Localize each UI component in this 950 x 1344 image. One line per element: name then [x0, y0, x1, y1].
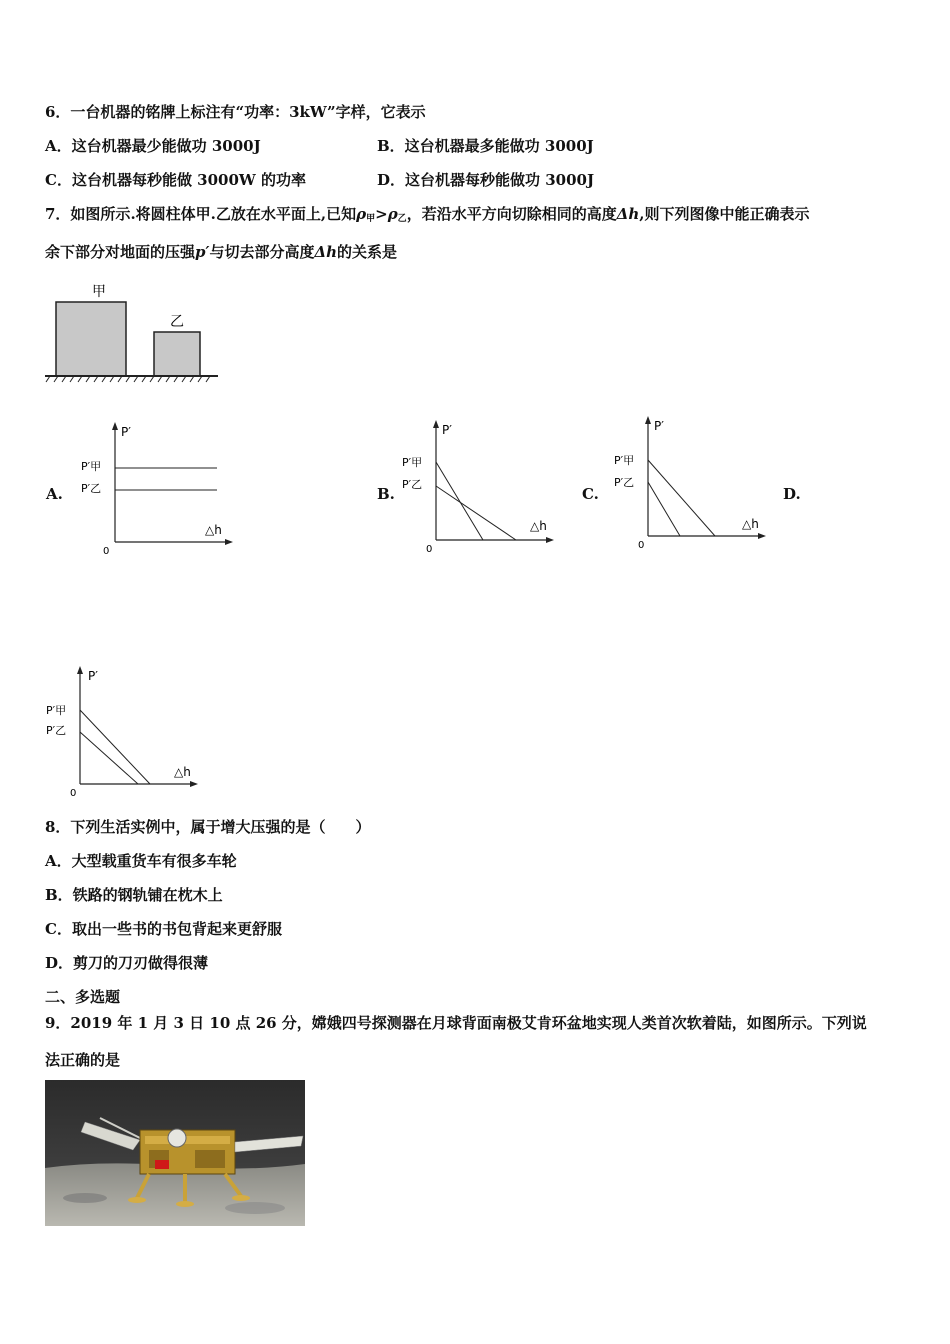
lunar-lander-photo [45, 1080, 305, 1226]
q8-option-d[interactable]: D．剪刀的刀刃做得很薄 [45, 954, 209, 972]
line-yi [80, 732, 138, 784]
axis-label-p: P′ [442, 423, 452, 437]
dish [168, 1129, 186, 1147]
axis-label-p: P′ [88, 669, 98, 683]
x-arrow [225, 539, 233, 545]
line-jia [436, 462, 483, 540]
axis-label-dh: △h [205, 523, 222, 537]
q6-stem: 6．一台机器的铭牌上标注有“功率：3kW”字样，它表示 [45, 103, 426, 121]
q8-option-c[interactable]: C．取出一些书的书包背起来更舒服 [45, 920, 282, 938]
label-p-yi: P′乙 [402, 478, 423, 491]
q7-option-c-letter[interactable]: C. [582, 485, 599, 503]
line-yi [436, 486, 516, 540]
line-jia [80, 710, 150, 784]
graph-a [75, 420, 240, 560]
x-arrow [546, 537, 554, 543]
cylinders-figure [40, 280, 225, 385]
cylinder-jia [56, 302, 126, 376]
q9-stem-line2: 法正确的是 [45, 1051, 121, 1069]
x-arrow [190, 781, 198, 787]
q7-stem-line1: 7．如图所示.将圆柱体甲.乙放在水平面上,已知$\rho_甲>\rho_乙$，若沿水平方向切除相同的高度Δh,则下列图像中能正确表示 [45, 205, 810, 224]
q6-option-b[interactable]: B．这台机器最多能做功 3000J [377, 137, 594, 155]
q9-stem-line1: 9．2019 年 1 月 3 日 10 点 26 分，嫦娥四号探测器在月球背面南极艾肯环盆地实现人类首次软着陆，如图所示。下列说 [45, 1014, 867, 1032]
axis-label-dh: △h [174, 765, 191, 779]
section-title: 二、多选题 [45, 988, 121, 1006]
y-arrow [645, 416, 651, 424]
q8-option-a[interactable]: A．大型载重货车有很多车轮 [45, 852, 237, 870]
y-arrow [433, 420, 439, 428]
q6-option-d[interactable]: D．这台机器每秒能做功 3000J [377, 171, 595, 189]
label-p-yi: P′乙 [46, 724, 67, 737]
graph-c [610, 414, 775, 554]
label-p-jia: P′甲 [402, 456, 423, 469]
q7-stem-line2: 余下部分对地面的压强p′与切去部分高度Δh的关系是 [45, 243, 398, 261]
q7-option-a-letter[interactable]: A. [46, 485, 63, 503]
q6-option-a[interactable]: A．这台机器最少能做功 3000J [45, 137, 261, 155]
q7-option-d-letter[interactable]: D. [783, 485, 801, 503]
label-p-jia: P′甲 [614, 454, 635, 467]
label-p-jia: P′甲 [46, 704, 67, 717]
q7-option-b-letter[interactable]: B. [377, 485, 395, 503]
x-arrow [758, 533, 766, 539]
label-jia: 甲 [92, 284, 106, 300]
q8-option-b[interactable]: B．铁路的钢轨铺在枕木上 [45, 886, 223, 904]
axis-label-dh: △h [530, 519, 547, 533]
cylinder-yi [154, 332, 200, 376]
origin-label: 0 [426, 544, 433, 555]
axis-label-p: P′ [121, 425, 131, 439]
q6-option-c[interactable]: C．这台机器每秒能做 3000W 的功率 [45, 171, 306, 189]
label-p-yi: P′乙 [614, 476, 635, 489]
origin-label: 0 [638, 540, 645, 551]
q8-stem: 8．下列生活实例中，属于增大压强的是（ ） [45, 818, 371, 836]
flag [155, 1160, 169, 1169]
label-yi: 乙 [170, 314, 184, 330]
axis-label-p: P′ [654, 419, 664, 433]
origin-label: 0 [70, 788, 77, 799]
graph-d [42, 662, 207, 802]
label-p-jia: P′甲 [81, 460, 102, 473]
y-arrow [112, 422, 118, 430]
origin-label: 0 [103, 546, 110, 557]
graph-b [398, 418, 563, 558]
label-p-yi: P′乙 [81, 482, 102, 495]
axis-label-dh: △h [742, 517, 759, 531]
y-arrow [77, 666, 83, 674]
